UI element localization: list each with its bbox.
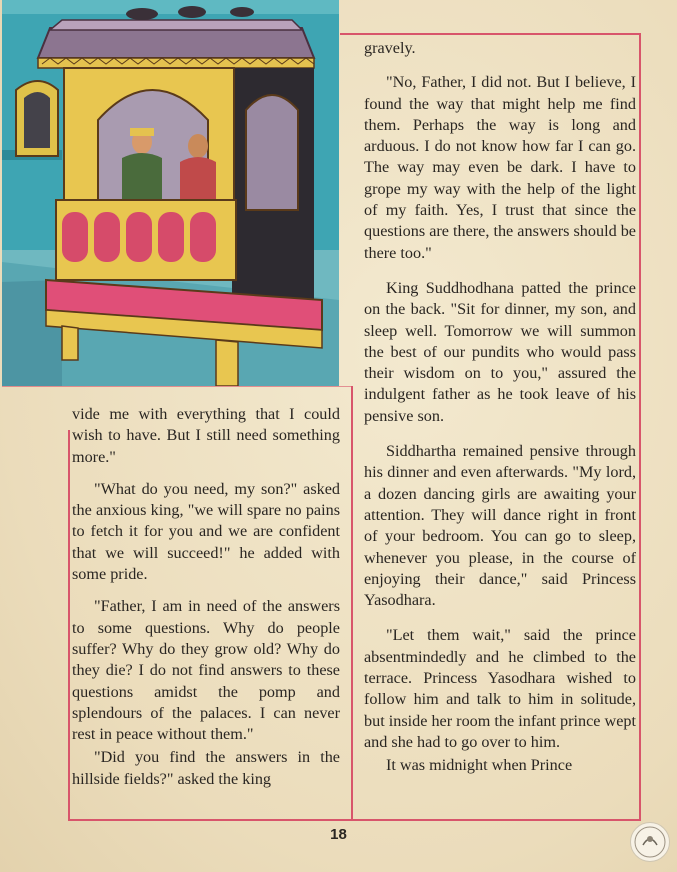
left-paragraph-2: "What do you need, my son?" asked the anxious king, "we will spare no pains to fetch it for you and we are confident that we will succeed!" he added with some pride. [72, 479, 340, 584]
right-column [364, 38, 636, 777]
left-paragraph-1: vide me with everything that I could wish to have. But I still need something more." [72, 405, 340, 466]
palace-balcony-illustration [2, 0, 339, 386]
library-stamp-icon [630, 822, 670, 862]
right-paragraph-6: It was midnight when Prince [386, 756, 573, 775]
frame-right [639, 33, 641, 821]
frame-divider [351, 386, 353, 821]
frame-under-image [2, 386, 353, 387]
left-paragraph-3: "Father, I am in need of the answers to some questions. Why do people suffer? Why do they grow old? Why do they die? I do not find answers to these questions amidst the pomp and splendours of the palaces. I can never rest in peace without them." [72, 597, 340, 744]
right-paragraph-1: gravely. [364, 39, 416, 57]
right-paragraph-3: King Suddhodhana patted the prince on the back. "Sit for dinner, my son, and sleep well. Tomorrow we will summon the best of our pundits who would pass their wisdom on to you," assured the indulgent father as he took leave of his pensive son. [364, 278, 636, 425]
right-paragraph-2: "No, Father, I did not. But I believe, I found the way that might help me find them. Perhaps the way is long and arduous. I do not know how far I can go. The way may even be dark. I have to grope my way with the help of the light of my faith. Yes, I trust that since the questions are there, the answers should be there too." [364, 73, 636, 262]
left-paragraph-4: "Did you find the answers in the hillside fields?" asked the king [72, 748, 340, 788]
left-column [72, 404, 340, 790]
right-paragraph-4: Siddhartha remained pensive through his dinner and even afterwards. "My lord, a dozen dancing girls are awaiting your attention. They will dance right in front of your bedroom. You can go to sleep, whenever you please, in the course of enjoying their dance," said Princess Yasodhara. [364, 442, 636, 610]
frame-bottom [68, 819, 641, 821]
right-paragraph-5: "Let them wait," said the prince absentmindedly and he climbed to the terrace. Princess Yasodhara wished to follow him and talk to him in solitude, but inside her room the infant prince wept and she had to go over to him. [364, 626, 636, 751]
frame-top-right [340, 33, 641, 35]
frame-left-lower [68, 430, 70, 821]
page-number: 18 [330, 826, 347, 843]
